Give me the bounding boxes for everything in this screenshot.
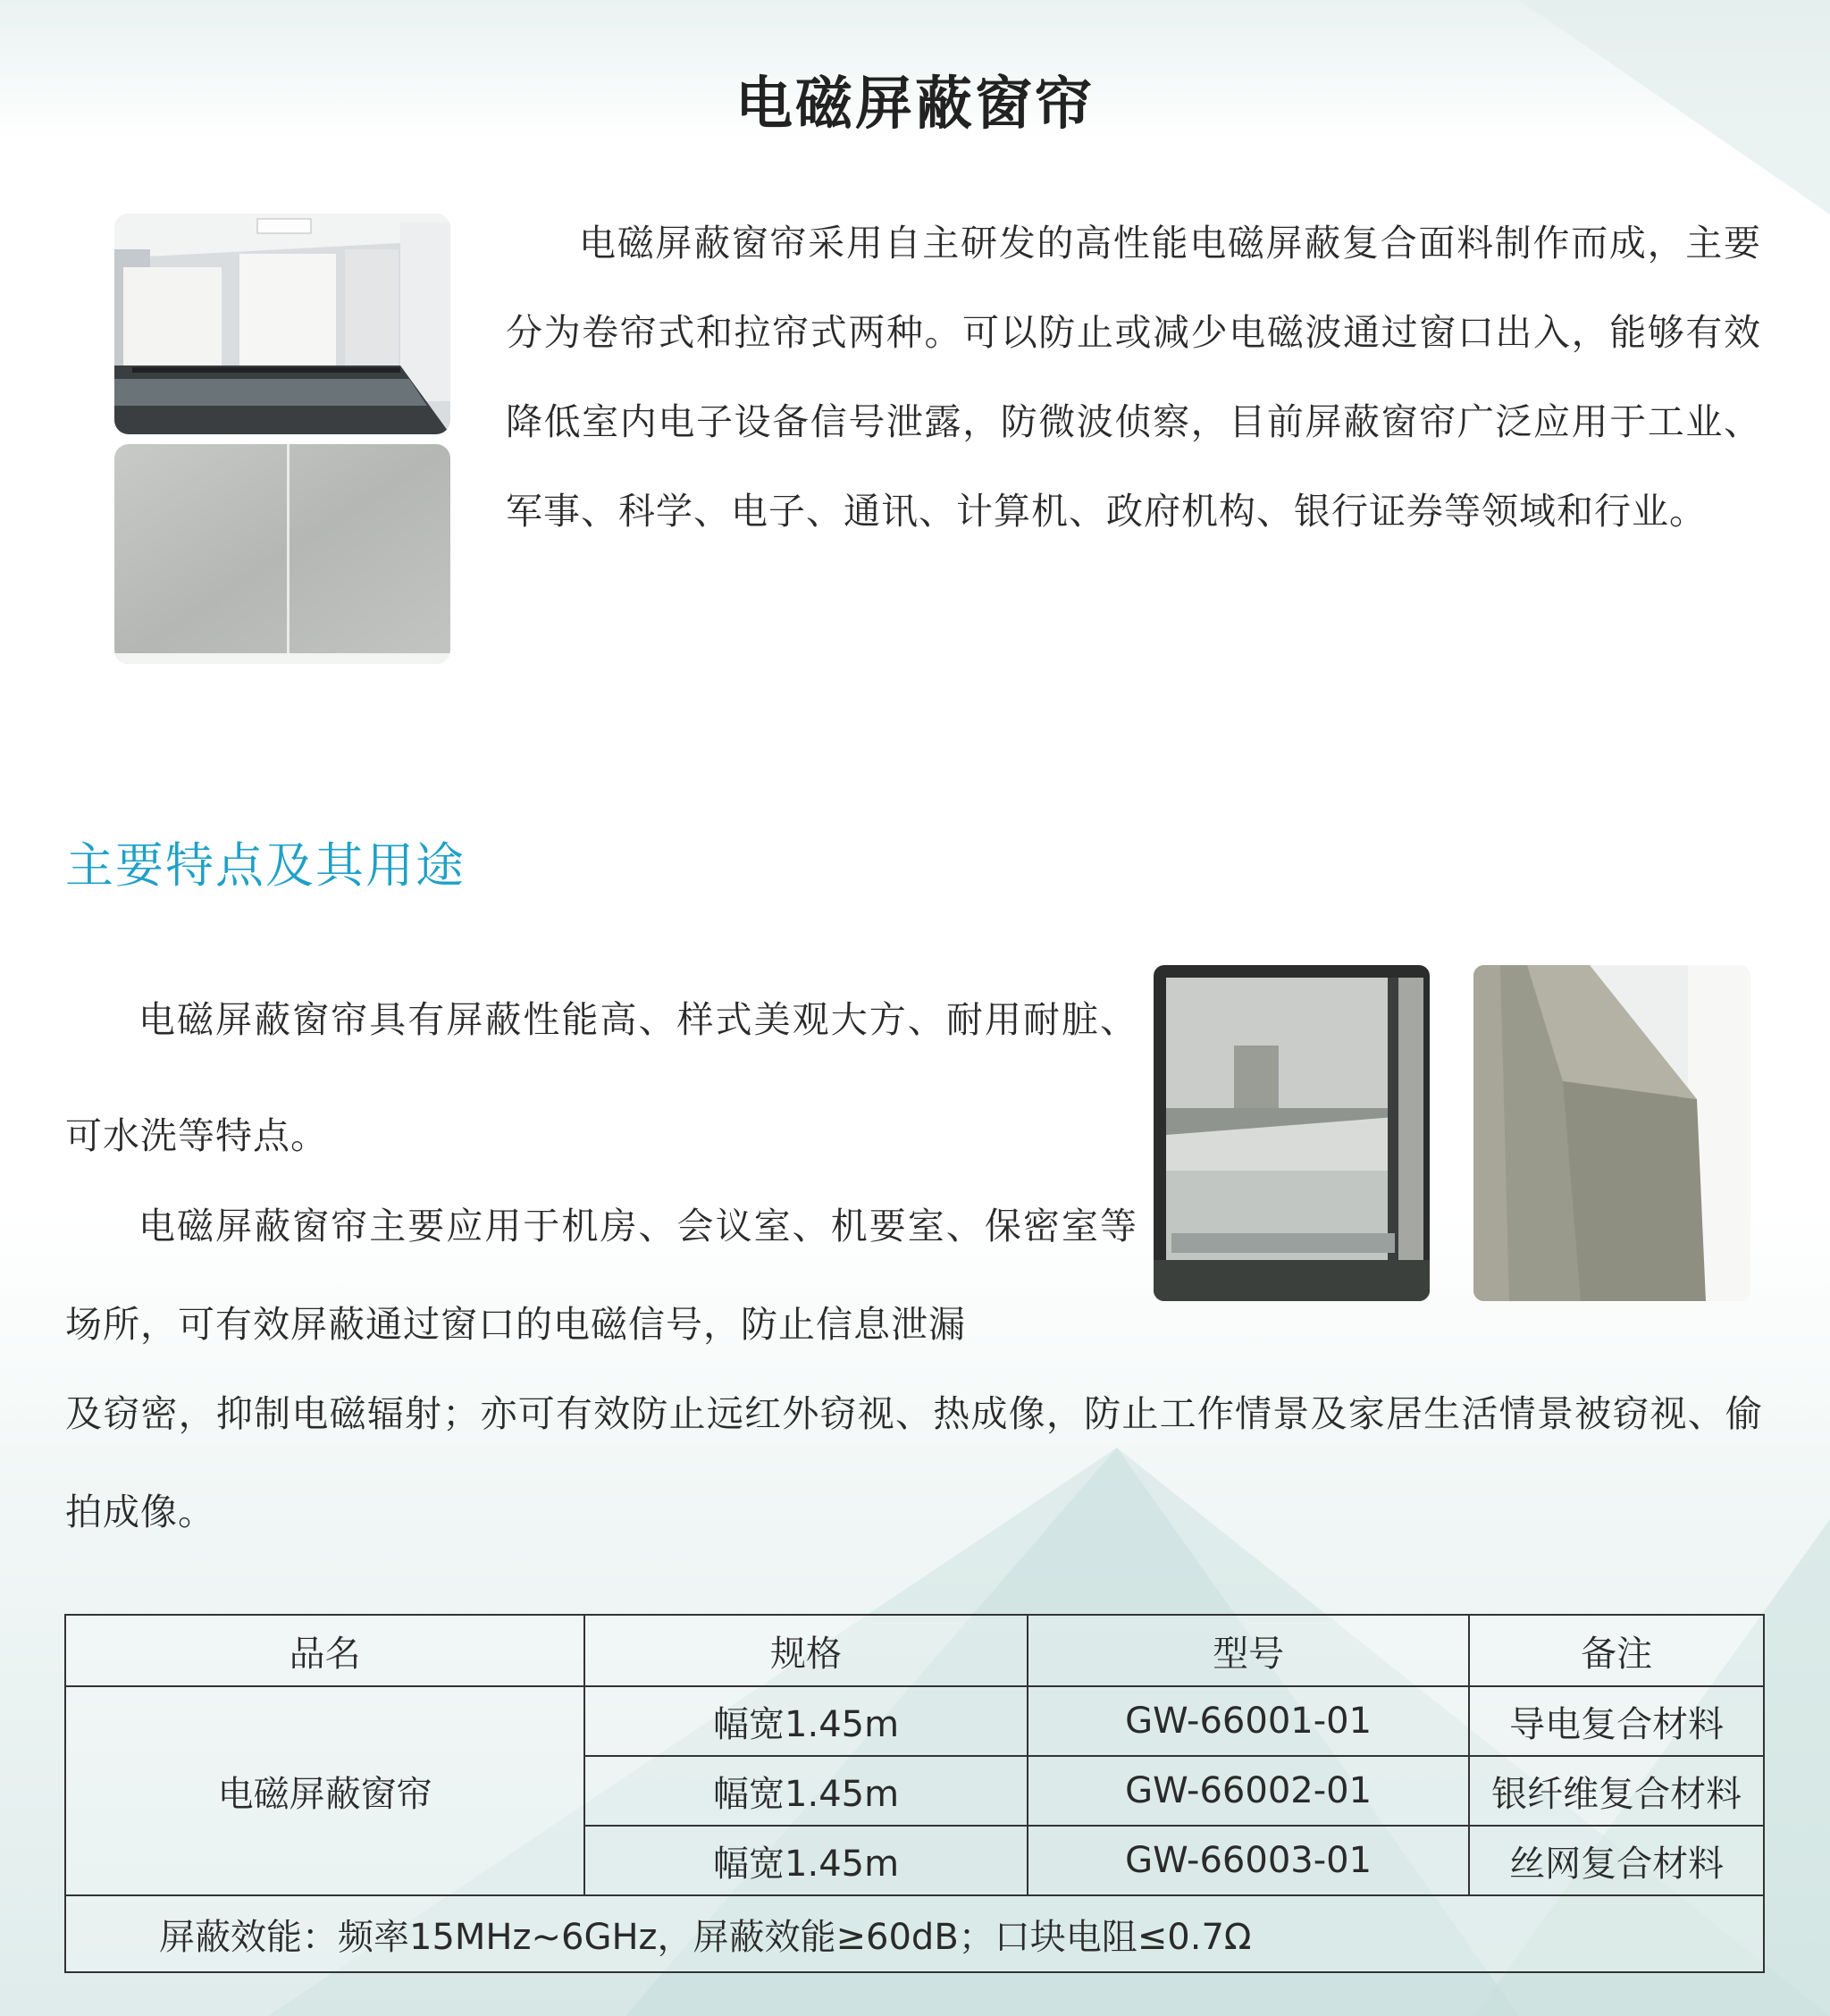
page-title: 电磁屏蔽窗帘 — [735, 71, 1095, 138]
fabric-sample-photo — [114, 444, 450, 664]
spec-cell: 幅宽1.45m — [584, 1686, 1028, 1756]
features-heading: 主要特点及其用途 — [65, 837, 466, 894]
note-cell: 导电复合材料 — [1469, 1686, 1764, 1756]
features-paragraph-2-continued: 及窃密，抑制电磁辐射；亦可有效防止远红外窃视、热成像，防止工作情景及家居生活情景被窃视、偷拍成像。 — [65, 1392, 1763, 1533]
spec-cell: 幅宽1.45m — [584, 1756, 1028, 1826]
spec-cell: 幅宽1.45m — [584, 1826, 1028, 1895]
table-footnote-row — [65, 1895, 1764, 1972]
window-installation-photo — [1154, 965, 1430, 1301]
shielding-performance-note: 屏蔽效能：频率15MHz~6GHz，屏蔽效能≥60dB；口块电阻≤0.7Ω — [65, 1895, 1764, 1972]
note-cell: 银纤维复合材料 — [1469, 1756, 1764, 1826]
header-product-name: 品名 — [65, 1615, 584, 1686]
spec-table — [64, 1614, 1765, 1973]
features-paragraph-2: 电磁屏蔽窗帘主要应用于机房、会议室、机要室、保密室等场所，可有效屏蔽通过窗口的电磁信号，防止信息泄漏 — [65, 1205, 1137, 1346]
intro-paragraph: 电磁屏蔽窗帘采用自主研发的高性能电磁屏蔽复合面料制作而成，主要分为卷帘式和拉帘式两种。可以防止或减少电磁波通过窗口出入，能够有效降低室内电子设备信号泄露，防微波侦察，目前屏蔽窗帘广泛应用于工业、军事、科学、电子、通讯、计算机、政府机构、银行证券等领域和行业。 — [506, 222, 1761, 533]
header-note: 备注 — [1469, 1615, 1764, 1686]
header-spec: 规格 — [584, 1615, 1028, 1686]
folded-fabric-photo — [1473, 965, 1750, 1301]
features-paragraph-1: 电磁屏蔽窗帘具有屏蔽性能高、样式美观大方、耐用耐脏、可水洗等特点。 — [65, 998, 1137, 1157]
model-cell: GW-66001-01 — [1028, 1686, 1470, 1756]
model-cell: GW-66003-01 — [1028, 1826, 1470, 1895]
header-model: 型号 — [1028, 1615, 1470, 1686]
note-cell: 丝网复合材料 — [1469, 1826, 1764, 1895]
table-header-row — [65, 1615, 1764, 1686]
table-row — [65, 1686, 1764, 1756]
model-cell: GW-66002-01 — [1028, 1756, 1470, 1826]
product-name-cell: 电磁屏蔽窗帘 — [65, 1686, 584, 1895]
conference-room-photo — [114, 214, 450, 434]
